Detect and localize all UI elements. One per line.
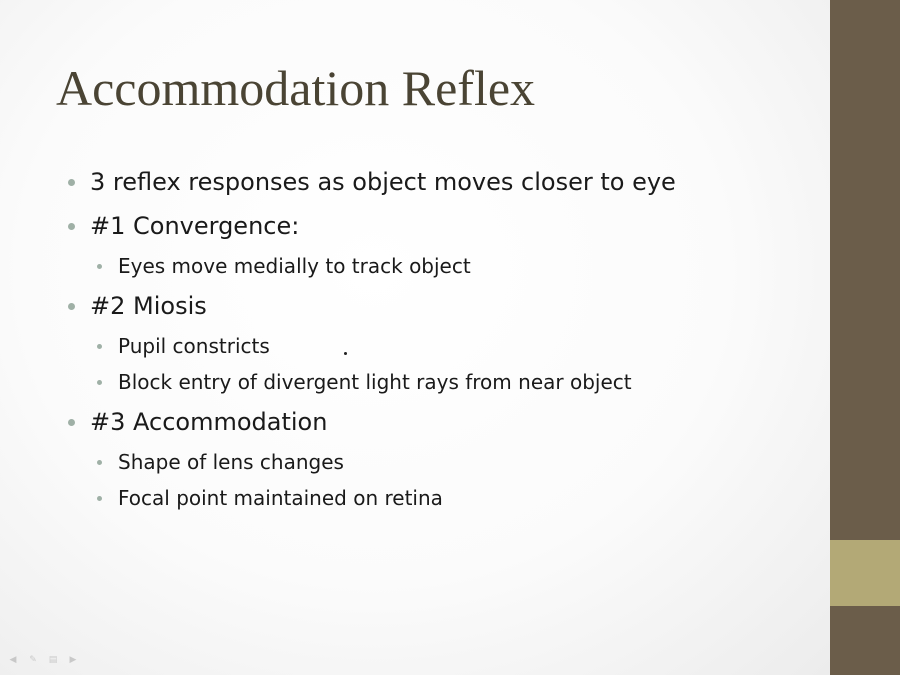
bullet-icon: [68, 179, 75, 186]
sidebar-accent-block: [830, 540, 900, 606]
bullet-item: [66, 204, 806, 248]
pen-icon[interactable]: ✎: [29, 655, 37, 665]
sub-bullet-item: [66, 444, 806, 480]
bullet-text: #2 Miosis: [90, 292, 207, 320]
bullet-list: [66, 160, 806, 516]
bullet-icon: [68, 303, 75, 310]
bullet-icon: [68, 223, 75, 230]
bullet-text: Eyes move medially to track object: [118, 254, 471, 278]
bullet-item: [66, 284, 806, 328]
bullet-icon: [97, 380, 102, 385]
next-arrow-icon[interactable]: ▶: [69, 655, 77, 665]
bullet-item: [66, 160, 806, 204]
bullet-text: 3 reflex responses as object moves closer to eye: [90, 168, 676, 196]
slideshow-controls: [6, 655, 80, 665]
bullet-text: Shape of lens changes: [118, 450, 344, 474]
bullet-icon: [97, 264, 102, 269]
bullet-icon: [97, 460, 102, 465]
bullet-icon: [68, 419, 75, 426]
mouse-pointer-dot: [344, 352, 347, 355]
bullet-text: Focal point maintained on retina: [118, 486, 443, 510]
bullet-text: Block entry of divergent light rays from near object: [118, 370, 632, 394]
bullet-text: Pupil constricts: [118, 334, 270, 358]
bullet-icon: [97, 496, 102, 501]
bullet-item: [66, 400, 806, 444]
sub-bullet-item: [66, 248, 806, 284]
slide-title: Accommodation Reflex: [56, 60, 536, 116]
bullet-text: #3 Accommodation: [90, 408, 328, 436]
bullet-text: #1 Convergence:: [90, 212, 300, 240]
bullet-icon: [97, 344, 102, 349]
slide-menu-icon[interactable]: ▤: [48, 655, 58, 665]
sub-bullet-item: [66, 364, 806, 400]
previous-arrow-icon[interactable]: ◀: [9, 655, 17, 665]
sub-bullet-item: [66, 328, 806, 364]
sub-bullet-item: [66, 480, 806, 516]
